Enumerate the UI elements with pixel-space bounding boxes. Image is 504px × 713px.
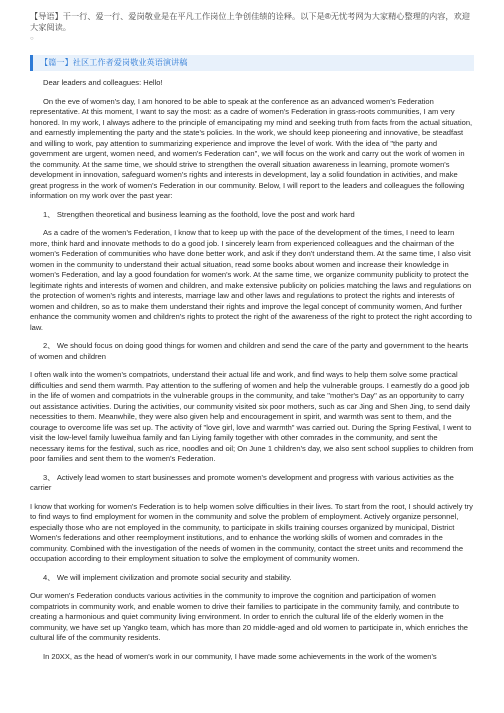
section-point-heading: 4、 We will implement civilization and promote social security and stability. — [43, 572, 292, 582]
article-body — [30, 78, 474, 670]
intro-text: 【导语】干一行、爱一行、爱岗敬业是在平凡工作岗位上争创佳绩的诠释。以下是®无忧考网为大家精心整理的内容，欢迎大家阅读。 — [30, 12, 470, 32]
paragraph: I often walk into the women's compatriots, understand their actual life and work, and find ways to help them solve some practical difficulties and send them warmth. Pay attention to the suffering of women and help the vulnerable groups. I earnestly do a good job in the life of women and compatriots in the vulnerable groups in the community, and take "mother's Day" as an opportunity to carry out assistance activities. During the activities, our community visited six poor mothers, such as car Jing and Shen Jing, to send daily necessities to them. Meanwhile, they were also given help and encouragement in spirit, and warmth was sent to them, and the courage to overcome life was set up. The activity of "love girl, love and warmth" was carried out. During the Spring Festival, I went to visit the low-level family luweihua family and fan Liying family together with other comrades in the community, and sent the necessary items for the festival, such as rice, noodles and oil; On June 1 children's day, we also sent school supplies to children from poor families and sent them to the women's Federation. — [30, 370, 474, 463]
section-point-heading: 2、 We should focus on doing good things for women and children and send the care of the party and government to the hearts of women and children — [30, 341, 469, 361]
bullet-icon: ○ — [30, 36, 34, 42]
paragraph: In 20XX, as the head of women's work in our community, I have made some achievements in the work of the women's — [43, 651, 437, 661]
paragraph: On the eve of women's day, I am honored to be able to speak at the conference as an advanced women's Federation representative. At this moment, I want to say the most: as a cadre of women's Federation in grass-roots communities, I am very honored. In my work, I always adhere to the principle of emancipating my mind and seeking truth from facts from the actual situation, and earnestly implementing the party and the state's policies. In the work, we should keep pioneering and innovative, be steadfast and willing to work, pay attention to summarizing experience and improve the level of work. With the idea of "the party and government are urgent, women need, and women's Federation can", we will focus on the work and carry out the work of women in the community. At the same time, we should strive to strengthen the overall situation awareness in learning, promote women's development in innovation, safeguard women's rights and interests in development, lay a solid foundation in activities, and make great progress in the work of women's Federation in our community. Below, I will report to the leaders and colleagues the following information on my work over the past year: — [30, 96, 473, 200]
paragraph: I know that working for women's Federation is to help women solve difficulties in their lives. To start from the root, I should actively try to find ways to find employment for women in the community and solve the problem of employment. Actively organize personnel, especially those who are not employed in the community, to participate in skills training courses organized by municipal, District Women's federations and other reemployment institutions, and to enhance the working skills of women and comrades in the community. Combined with the investigation of the needs of women in the community, contact the street units and recommend the occupation according to their employment situation to solve the employment of community women. — [30, 501, 473, 563]
section-title: 【篇一】社区工作者爱岗敬业英语演讲稿 — [40, 58, 188, 67]
paragraph: Our women's Federation conducts various activities in the community to improve the cognition and participation of women compatriots in community work, and enable women to drive their families to participate in the community family, and contribute to creating a harmonious and quiet community living environment. In order to enrich the cultural life of the elderly women in the community, we have set up Yangko team, which has more than 20 middle-aged and old women to participate in, which enriches the cultural life of the community residents. — [30, 591, 468, 642]
section-heading-bar — [30, 55, 474, 71]
section-point-heading: 1、 Strengthen theoretical and business learning as the foothold, love the post and work hard — [43, 209, 355, 219]
paragraph-greeting: Dear leaders and colleagues: Hello! — [43, 78, 163, 87]
section-point-heading: 3、 Actively lead women to start businesses and promote women's development and progress with various activities as the carrier — [30, 472, 454, 492]
paragraph: As a cadre of the women's Federation, I know that to keep up with the pace of the development of the times, I need to learn more, think hard and innovate methods to do a good job. I sincerely learn from experienced colleagues and the chairman of the women's Federation of communities who have done better work, and ask if they don't understand them. At the same time, I also visit women in the community to understand their actual situation, read some books about women and increase their knowledge in women's Federation, and lay a good foundation for women's work. At the same time, we organize community publicity to protect the legitimate rights and interests of women and children, and make extensive publicity on policies matching the laws and regulations on the protection of women's rights and interests, marriage law and other laws and regulations to protect the rights and interests of women and children, so as to make them understand their rights and improve the legal concept of community women, And further enhance the community women and children's rights to protect the right of the awareness of the right to protect the right according to law. — [30, 228, 472, 332]
